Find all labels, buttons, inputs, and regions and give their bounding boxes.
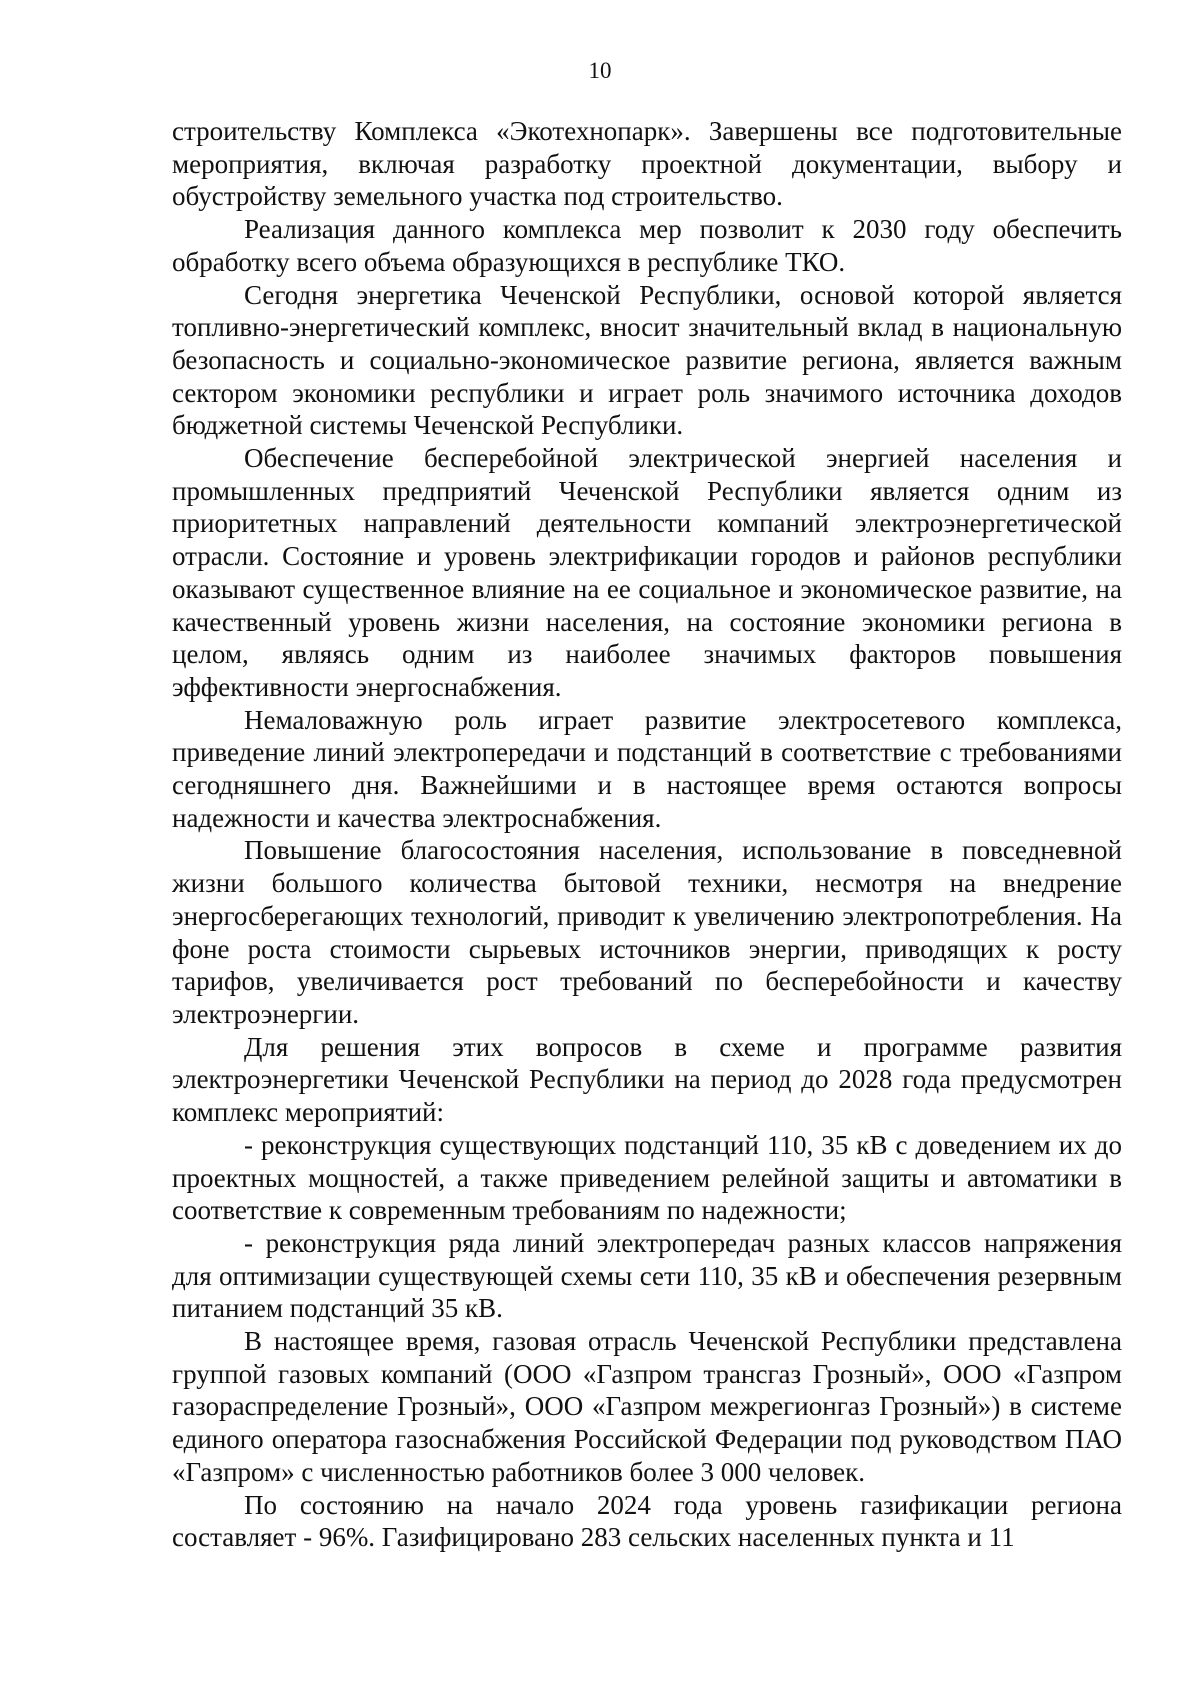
- paragraph-8: В настоящее время, газовая отрасль Чеченской Республики представлена группой газовых компаний (ООО «Газпром трансгаз Грозный», ООО «Газпром газораспределение Грозный», ООО «Газпром межрегионгаз Грозный») в системе единого оператора газоснабжения Российской Федерации под руководством ПАО «Газпром» с численностью работников более 3 000 человек.: [172, 1326, 1122, 1487]
- paragraph-5: Немаловажную роль играет развитие электросетевого комплекса, приведение линий электропередачи и подстанций в соответствие с требованиями сегодняшнего дня. Важнейшими и в настоящее время остаются вопросы надежности и качества электроснабжения.: [172, 704, 1122, 833]
- document-body: [172, 115, 1122, 1554]
- paragraph-7: Для решения этих вопросов в схеме и программе развития электроэнергетики Чеченской Республики на период до 2028 года предусмотрен комплекс мероприятий:: [172, 1031, 1122, 1128]
- paragraph-6: Повышение благосостояния населения, использование в повседневной жизни большого количества бытовой техники, несмотря на внедрение энергосберегающих технологий, приводит к увеличению электропотребления. На фоне роста стоимости сырьевых источников энергии, приводящих к росту тарифов, увеличивается рост требований по бесперебойности и качеству электроэнергии.: [172, 835, 1122, 1029]
- list-item-1: - реконструкция существующих подстанций 110, 35 кВ с доведением их до проектных мощностей, а также приведением релейной защиты и автоматики в соответствие к современным требованиям по надежности;: [172, 1129, 1122, 1226]
- list-item-2: - реконструкция ряда линий электропередач разных классов напряжения для оптимизации существующей схемы сети 110, 35 кВ и обеспечения резервным питанием подстанций 35 кВ.: [172, 1227, 1122, 1324]
- paragraph-2: Реализация данного комплекса мер позволит к 2030 году обеспечить обработку всего объема образующихся в республике ТКО.: [172, 214, 1122, 277]
- paragraph-9: По состоянию на начало 2024 года уровень газификации региона составляет - 96%. Газифицировано 283 сельских населенных пункта и 11: [172, 1489, 1122, 1553]
- paragraph-4: Обеспечение бесперебойной электрической энергией населения и промышленных предприятий Чеченской Республики является одним из приоритетных направлений деятельности компаний электроэнергетической отрасли. Состояние и уровень электрификации городов и районов республики оказывают существенное влияние на ее социальное и экономическое развитие, на качественный уровень жизни населения, на состояние экономики региона в целом, являясь одним из наиболее значимых факторов повышения эффективности энергоснабжения.: [172, 443, 1122, 702]
- paragraph-3: Сегодня энергетика Чеченской Республики, основой которой является топливно-энергетический комплекс, вносит значительный вклад в национальную безопасность и социально-экономическое развитие региона, является важным сектором экономики республики и играет роль значимого источника доходов бюджетной системы Чеченской Республики.: [172, 279, 1122, 441]
- paragraph-1: строительству Комплекса «Экотехнопарк». Завершены все подготовительные мероприятия, включая разработку проектной документации, выбору и обустройству земельного участка под строительство.: [172, 116, 1122, 212]
- page-number: 10: [588, 58, 612, 83]
